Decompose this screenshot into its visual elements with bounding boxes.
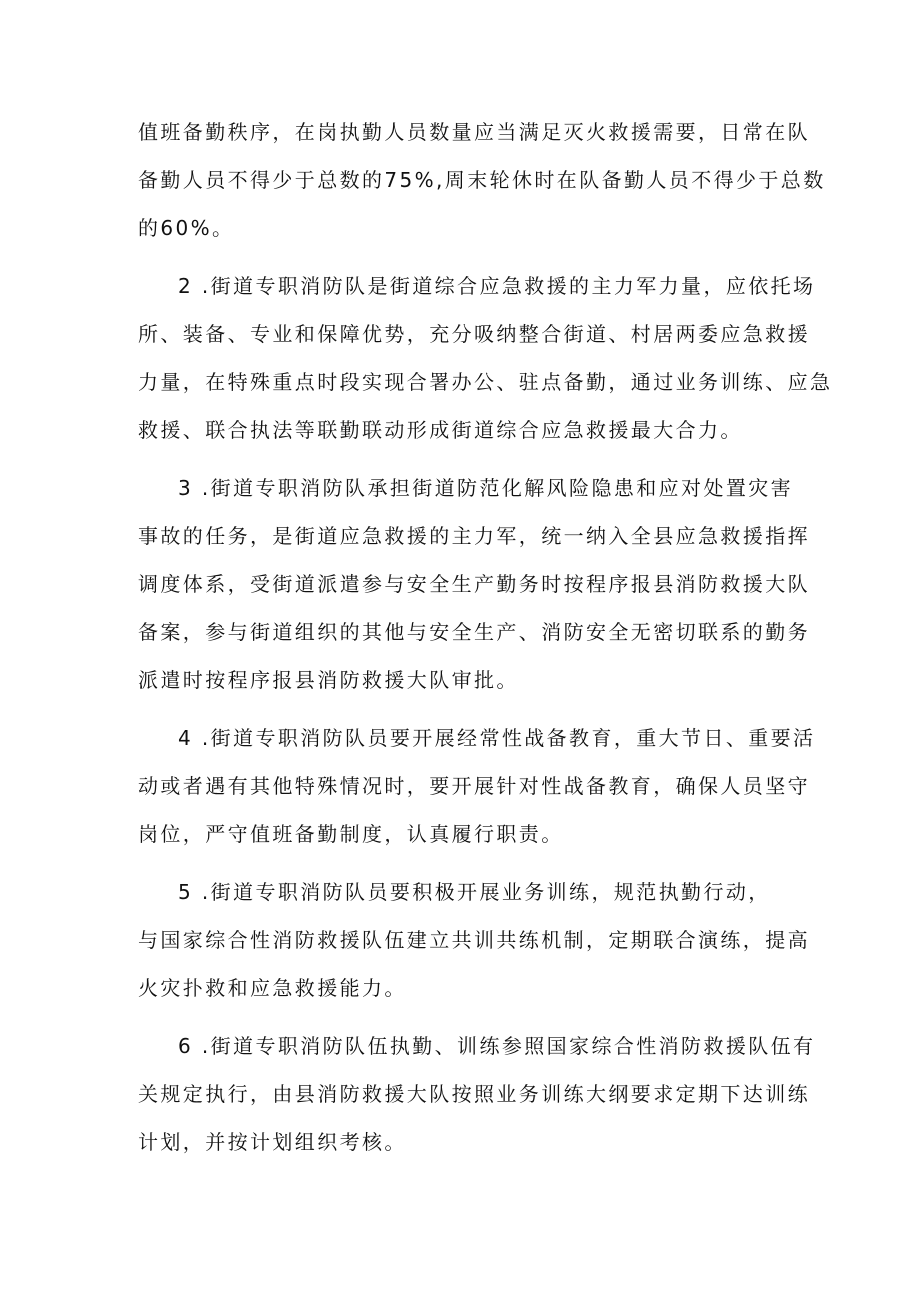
paragraph-line: 备案，参与街道组织的其他与安全生产、消防安全无密切联系的勤务 xyxy=(138,620,810,644)
paragraph-line: 调度体系，受街道派遣参与安全生产勤务时按程序报县消防救援大队 xyxy=(138,572,810,596)
paragraph-line: 与国家综合性消防救援队伍建立共训共练机制，定期联合演练，提高 xyxy=(138,928,810,952)
paragraph-first-line: 6 .街道专职消防队伍执勤、训练参照国家综合性消防救援队伍有 xyxy=(178,1034,816,1058)
paragraph-line: 备勤人员不得少于总数的75%,周末轮休时在队备勤人员不得少于总数 xyxy=(138,168,826,192)
paragraph-line: 所、装备、专业和保障优势，充分吸纳整合街道、村居两委应急救援 xyxy=(138,322,810,346)
paragraph-line: 的60%。 xyxy=(138,216,235,240)
paragraph-first-line: 3 .街道专职消防队承担街道防范化解风险隐患和应对处置灾害 xyxy=(178,476,794,500)
paragraph-line: 救援、联合执法等联勤联动形成街道综合应急救援最大合力。 xyxy=(138,418,743,442)
paragraph-line: 关规定执行，由县消防救援大队按照业务训练大纲要求定期下达训练 xyxy=(138,1082,810,1106)
paragraph-line: 动或者遇有其他特殊情况时，要开展针对性战备教育，确保人员坚守 xyxy=(138,774,810,798)
paragraph-first-line: 2 .街道专职消防队是街道综合应急救援的主力军力量，应依托场 xyxy=(178,274,816,298)
paragraph-line: 值班备勤秩序，在岗执勤人员数量应当满足灭火救援需要，日常在队 xyxy=(138,120,810,144)
paragraph-line: 力量，在特殊重点时段实现合署办公、驻点备勤，通过业务训练、应急 xyxy=(138,370,833,394)
paragraph-line: 事故的任务，是街道应急救援的主力军，统一纳入全县应急救援指挥 xyxy=(138,524,810,548)
paragraph-line: 计划，并按计划组织考核。 xyxy=(138,1130,407,1154)
paragraph-first-line: 5 .街道专职消防队员要积极开展业务训练，规范执勤行动， xyxy=(178,880,771,904)
paragraph-line: 岗位，严守值班备勤制度，认真履行职责。 xyxy=(138,822,564,846)
paragraph-first-line: 4 .街道专职消防队员要开展经常性战备教育，重大节日、重要活 xyxy=(178,726,816,750)
paragraph-line: 派遣时按程序报县消防救援大队审批。 xyxy=(138,668,519,692)
paragraph-line: 火灾扑救和应急救援能力。 xyxy=(138,976,407,1000)
